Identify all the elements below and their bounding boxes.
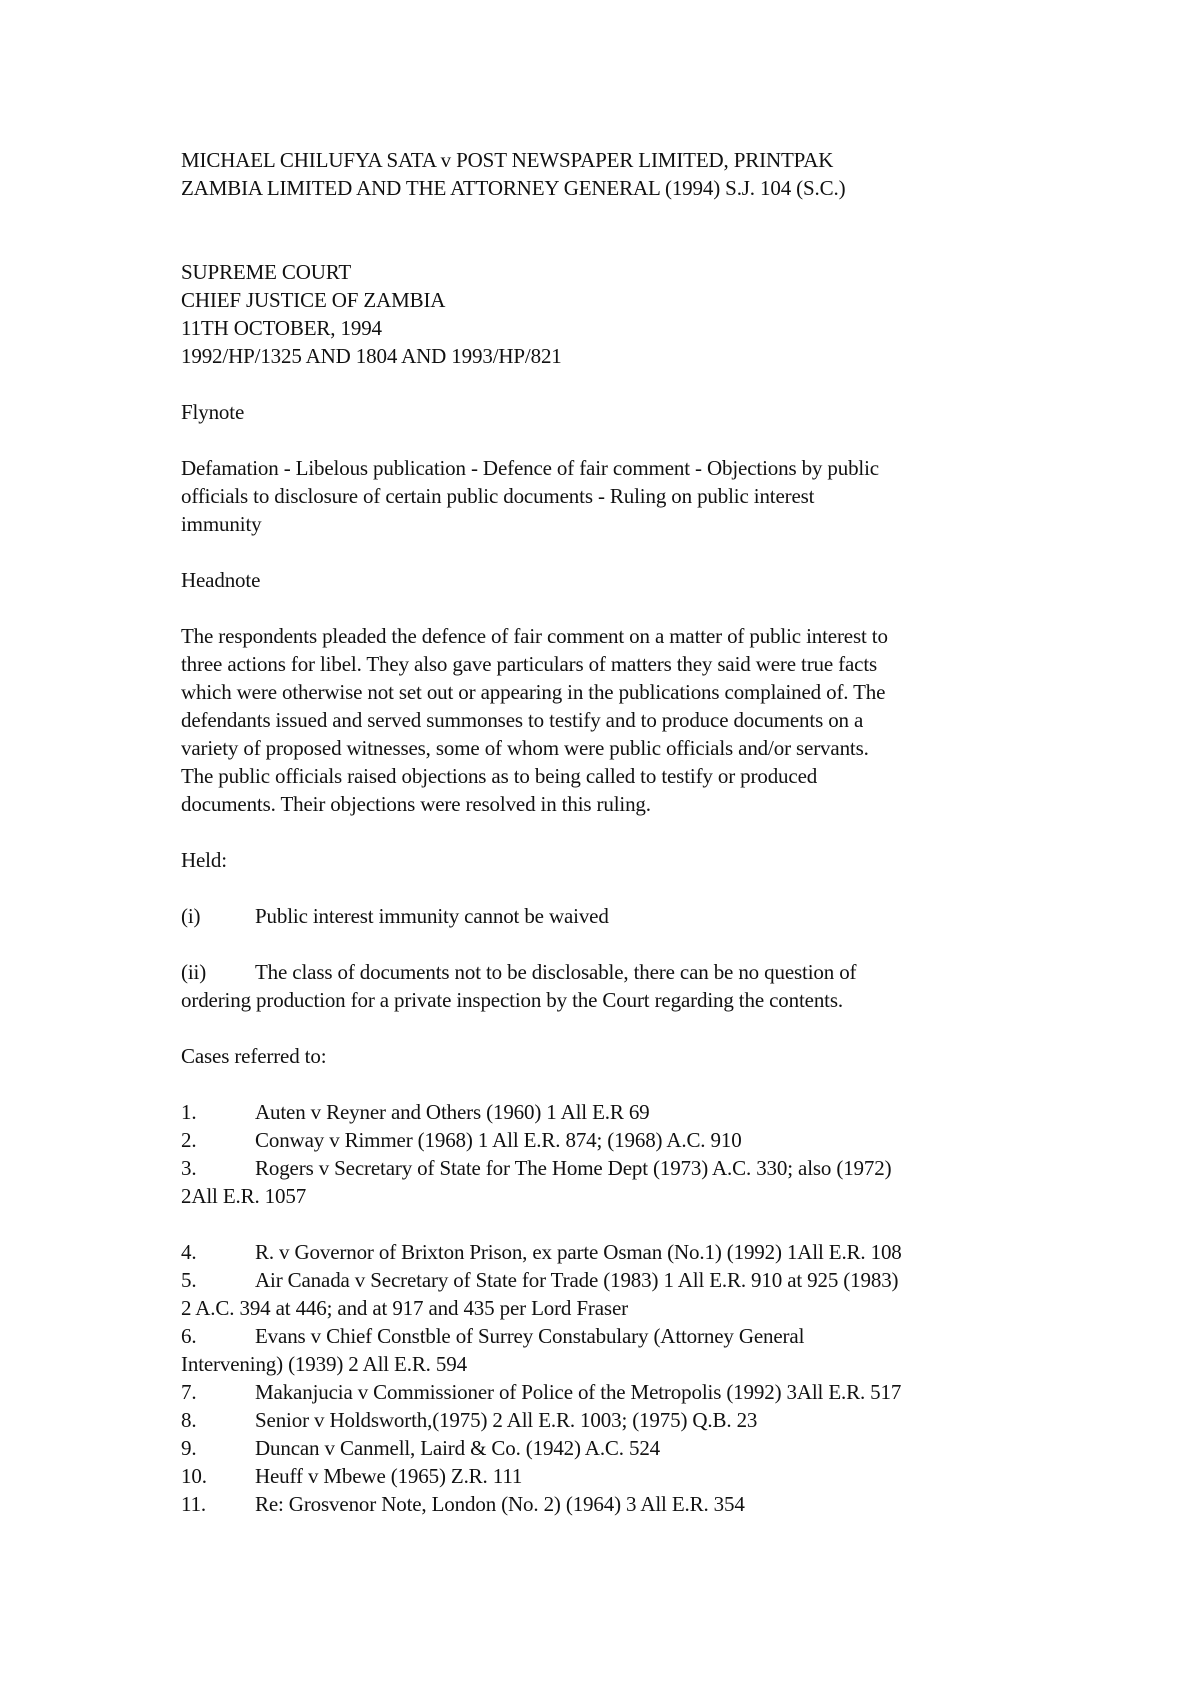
case-number: 5. [181, 1268, 197, 1292]
case-item [181, 1154, 1061, 1182]
case-number: 10. [181, 1464, 207, 1488]
headnote-line: defendants issued and served summonses to testify and to produce documents on a [181, 708, 864, 732]
held-item-number: (i) [181, 904, 201, 928]
headnote-line: The public officials raised objections as to being called to testify or produced [181, 764, 818, 788]
case-number: 11. [181, 1492, 207, 1516]
held-heading: Held: [181, 848, 227, 872]
headnote-line: documents. Their objections were resolved in this ruling. [181, 792, 651, 816]
court-info [181, 258, 1061, 370]
case-item [181, 1406, 1061, 1434]
headnote-line: which were otherwise not set out or appearing in the publications complained of. The [181, 680, 886, 704]
case-number: 7. [181, 1380, 197, 1404]
headnote-line: three actions for libel. They also gave particulars of matters they said were true facts [181, 652, 878, 676]
case-item [181, 1434, 1061, 1462]
cases-list [181, 1098, 1061, 1518]
case-citation-continuation: 2All E.R. 1057 [181, 1184, 307, 1208]
case-item [181, 1462, 1061, 1490]
flynote-line: Defamation - Libelous publication - Defence of fair comment - Objections by public [181, 456, 879, 480]
judge-name: CHIEF JUSTICE OF ZAMBIA [181, 288, 446, 312]
case-number: 3. [181, 1156, 197, 1180]
case-item [181, 1238, 1061, 1266]
case-item [181, 1098, 1061, 1126]
held-item [181, 958, 1061, 1014]
case-citation: Senior v Holdsworth,(1975) 2 All E.R. 1003; (1975) Q.B. 23 [255, 1408, 758, 1432]
case-item [181, 1322, 1061, 1350]
case-citation: Duncan v Canmell, Laird & Co. (1942) A.C. 524 [255, 1436, 661, 1460]
flynote-text [181, 454, 1061, 538]
flynote-line: officials to disclosure of certain public documents - Ruling on public interest [181, 484, 815, 508]
held-item-text: Public interest immunity cannot be waived [255, 904, 609, 928]
held-item-text: The class of documents not to be disclosable, there can be no question of [255, 960, 857, 984]
case-citation: Heuff v Mbewe (1965) Z.R. 111 [255, 1464, 523, 1488]
case-title-line-1: MICHAEL CHILUFYA SATA v POST NEWSPAPER LIMITED, PRINTPAK [181, 148, 834, 172]
flynote-line: immunity [181, 512, 262, 536]
case-number: 8. [181, 1408, 197, 1432]
case-citation: Auten v Reyner and Others (1960) 1 All E.R 69 [255, 1100, 650, 1124]
document-page [181, 146, 1061, 1518]
held-item-continuation: ordering production for a private inspection by the Court regarding the contents. [181, 988, 843, 1012]
case-citation: Rogers v Secretary of State for The Home Dept (1973) A.C. 330; also (1972) [255, 1156, 892, 1180]
case-number: 2. [181, 1128, 197, 1152]
case-item [181, 1126, 1061, 1154]
case-title [181, 146, 1061, 202]
case-numbers: 1992/HP/1325 AND 1804 AND 1993/HP/821 [181, 344, 562, 368]
case-citation-continuation: Intervening) (1939) 2 All E.R. 594 [181, 1352, 467, 1376]
case-title-line-2: ZAMBIA LIMITED AND THE ATTORNEY GENERAL (1994) S.J. 104 (S.C.) [181, 176, 846, 200]
case-item [181, 1266, 1061, 1294]
case-citation: Re: Grosvenor Note, London (No. 2) (1964) 3 All E.R. 354 [255, 1492, 745, 1516]
case-item [181, 1378, 1061, 1406]
case-item [181, 1490, 1061, 1518]
cases-heading: Cases referred to: [181, 1044, 327, 1068]
case-citation-continuation: 2 A.C. 394 at 446; and at 917 and 435 per Lord Fraser [181, 1296, 628, 1320]
court-name: SUPREME COURT [181, 260, 352, 284]
judgment-date: 11TH OCTOBER, 1994 [181, 316, 382, 340]
flynote-heading: Flynote [181, 400, 245, 424]
held-item-number: (ii) [181, 960, 207, 984]
held-item [181, 902, 1061, 930]
case-number: 4. [181, 1240, 197, 1264]
case-citation: Air Canada v Secretary of State for Trade (1983) 1 All E.R. 910 at 925 (1983) [255, 1268, 899, 1292]
case-citation: Evans v Chief Constble of Surrey Constabulary (Attorney General [255, 1324, 805, 1348]
case-citation: Makanjucia v Commissioner of Police of the Metropolis (1992) 3All E.R. 517 [255, 1380, 902, 1404]
headnote-text [181, 622, 1061, 818]
headnote-heading: Headnote [181, 568, 261, 592]
case-number: 6. [181, 1324, 197, 1348]
headnote-line: The respondents pleaded the defence of fair comment on a matter of public interest to [181, 624, 888, 648]
case-citation: Conway v Rimmer (1968) 1 All E.R. 874; (1968) A.C. 910 [255, 1128, 742, 1152]
case-citation: R. v Governor of Brixton Prison, ex parte Osman (No.1) (1992) 1All E.R. 108 [255, 1240, 902, 1264]
case-number: 1. [181, 1100, 197, 1124]
case-number: 9. [181, 1436, 197, 1460]
headnote-line: variety of proposed witnesses, some of whom were public officials and/or servants. [181, 736, 869, 760]
